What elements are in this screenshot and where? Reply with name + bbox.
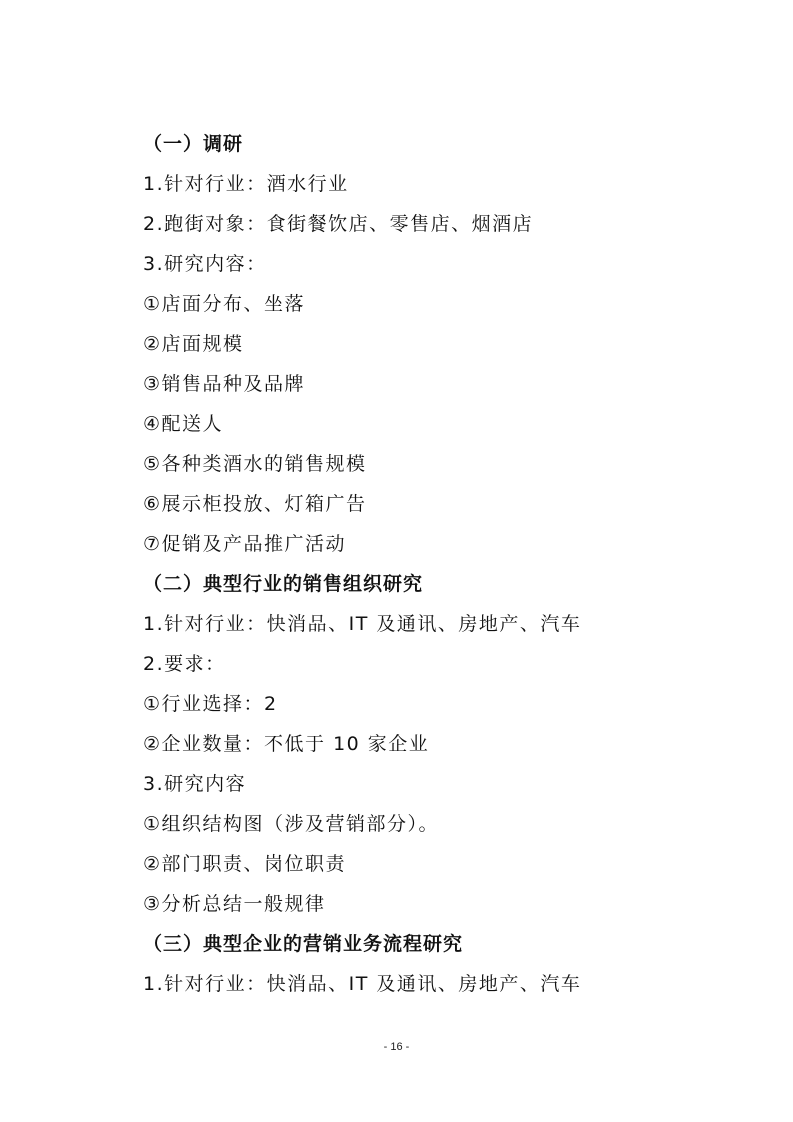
text-line: ①店面分布、坐落 xyxy=(143,293,306,315)
text-line: ③销售品种及品牌 xyxy=(143,373,306,395)
text-line: ⑦促销及产品推广活动 xyxy=(143,533,347,555)
section-heading-sales-organization: （二）典型行业的销售组织研究 xyxy=(143,573,424,595)
page-number: - 16 - xyxy=(383,1041,410,1053)
text-line: ③分析总结一般规律 xyxy=(143,893,326,915)
text-line: 3.研究内容： xyxy=(143,253,267,275)
text-line: ②企业数量：不低于 10 家企业 xyxy=(143,733,430,755)
text-line: 2.要求： xyxy=(143,653,226,675)
text-line: 3.研究内容 xyxy=(143,773,247,795)
text-line: 1.针对行业：快消品、IT 及通讯、房地产、汽车 xyxy=(143,613,582,635)
section-heading-research: （一）调研 xyxy=(143,133,244,155)
text-line: ②店面规模 xyxy=(143,333,244,355)
document-body xyxy=(143,124,703,1004)
text-line: 1.针对行业：快消品、IT 及通讯、房地产、汽车 xyxy=(143,973,582,995)
text-line: ④配送人 xyxy=(143,413,224,435)
section-heading-marketing-process: （三）典型企业的营销业务流程研究 xyxy=(143,933,464,955)
text-line: ①行业选择：2 xyxy=(143,693,278,715)
text-line: 1.针对行业：酒水行业 xyxy=(143,173,349,195)
text-line: ⑤各种类酒水的销售规模 xyxy=(143,453,367,475)
text-line: ⑥展示柜投放、灯箱广告 xyxy=(143,493,367,515)
text-line: ①组织结构图（涉及营销部分）。 xyxy=(143,813,440,835)
text-line: ②部门职责、岗位职责 xyxy=(143,853,347,875)
text-line: 2.跑街对象：食街餐饮店、零售店、烟酒店 xyxy=(143,213,534,235)
